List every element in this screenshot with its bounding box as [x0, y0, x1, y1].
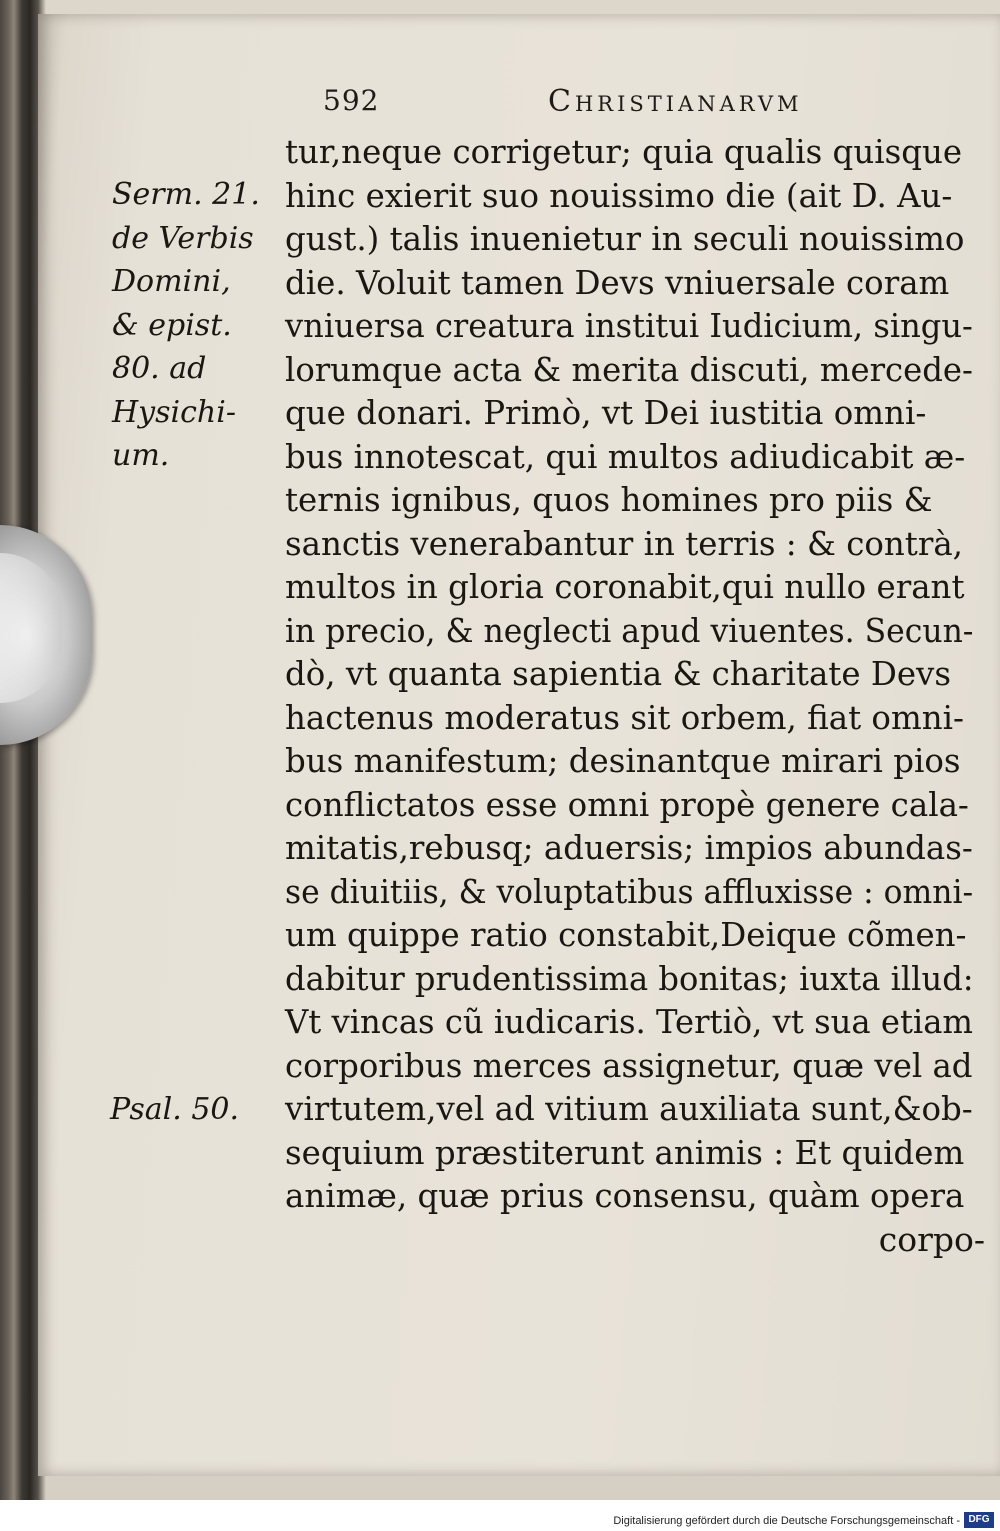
marginal-line: de Verbis — [112, 220, 254, 256]
text-line: sanctis venerabantur in terris : & contrà, — [285, 523, 963, 563]
marginal-line: 80. ad — [112, 351, 207, 386]
page-header — [323, 84, 923, 134]
page-clip-highlight — [0, 553, 62, 703]
text-line: in precio, & neglecti apud viuentes. Secun- — [285, 610, 974, 650]
funding-credit: Digitalisierung gefördert durch die Deutsche Forschungsgemeinschaft - — [613, 1515, 960, 1527]
body-text — [285, 130, 985, 1261]
text-line: mitatis,rebusq; aduersis; impios abundas- — [285, 828, 973, 867]
text-line: dò, vt quanta sapientia & charitate Devs — [285, 654, 952, 693]
text-line: hinc exierit suo nouissimo die (ait D. Au- — [285, 175, 953, 215]
text-line: bus innotescat, qui multos adiudicabit æ- — [285, 436, 966, 476]
marginal-line: um. — [112, 438, 170, 473]
text-line: tur,neque corrigetur; quia qualis quisque — [285, 132, 963, 171]
text-line: se diuitiis, & voluptatibus affluxisse : omni- — [285, 871, 974, 911]
text-line: bus manifestum; desinantque mirari pios — [285, 741, 961, 780]
text-line: um quippe ratio constabit,Deique cõmen- — [285, 915, 967, 954]
marginal-line: & epist. — [112, 307, 232, 343]
running-title: Christianarvm — [548, 84, 803, 119]
text-line: dabitur prudentissima bonitas; iuxta illud: — [285, 958, 974, 998]
text-line: die. Voluit tamen Devs vniuersale coram — [285, 262, 950, 302]
text-line: ternis ignibus, quos homines pro piis & — [285, 480, 933, 519]
dfg-logo: DFG — [964, 1512, 994, 1528]
footer-bar — [0, 1500, 1000, 1531]
text-line: animæ, quæ prius consensu, quàm opera — [285, 1176, 965, 1215]
text-line: hactenus moderatus sit orbem, fiat omni- — [285, 697, 964, 737]
marginal-note-psalm — [110, 1088, 239, 1132]
marginal-line: Serm. 21. — [112, 177, 260, 212]
text-line: conflictatos esse omni propè genere cala- — [285, 784, 969, 824]
marginal-line: Hysichi- — [112, 394, 236, 430]
text-line: que donari. Primò, vt Dei iustitia omni- — [285, 393, 927, 432]
text-line: gust.) talis inuenietur in seculi nouissimo — [285, 219, 965, 258]
marginal-line: Domini, — [112, 264, 231, 299]
text-line: corporibus merces assignetur, quæ vel ad — [285, 1045, 973, 1085]
text-line: multos in gloria coronabit,qui nullo erant — [285, 567, 965, 606]
text-line: virtutem,vel ad vitium auxiliata sunt,&ob- — [285, 1089, 973, 1128]
catchword: corpo- — [878, 1219, 985, 1259]
text-line: lorumque acta & merita discuti, mercede- — [285, 349, 973, 389]
text-line: vniuersa creatura institui Iudicium, singu- — [285, 306, 973, 345]
text-line: Vt vincas cũ iudicaris. Tertiò, vt sua etiam — [285, 1002, 974, 1041]
page-number: 592 — [323, 84, 380, 117]
marginal-line: Psal. 50. — [110, 1092, 240, 1127]
marginal-note-sermon — [112, 173, 260, 478]
text-line: sequium præstiterunt animis : Et quidem — [285, 1132, 965, 1172]
